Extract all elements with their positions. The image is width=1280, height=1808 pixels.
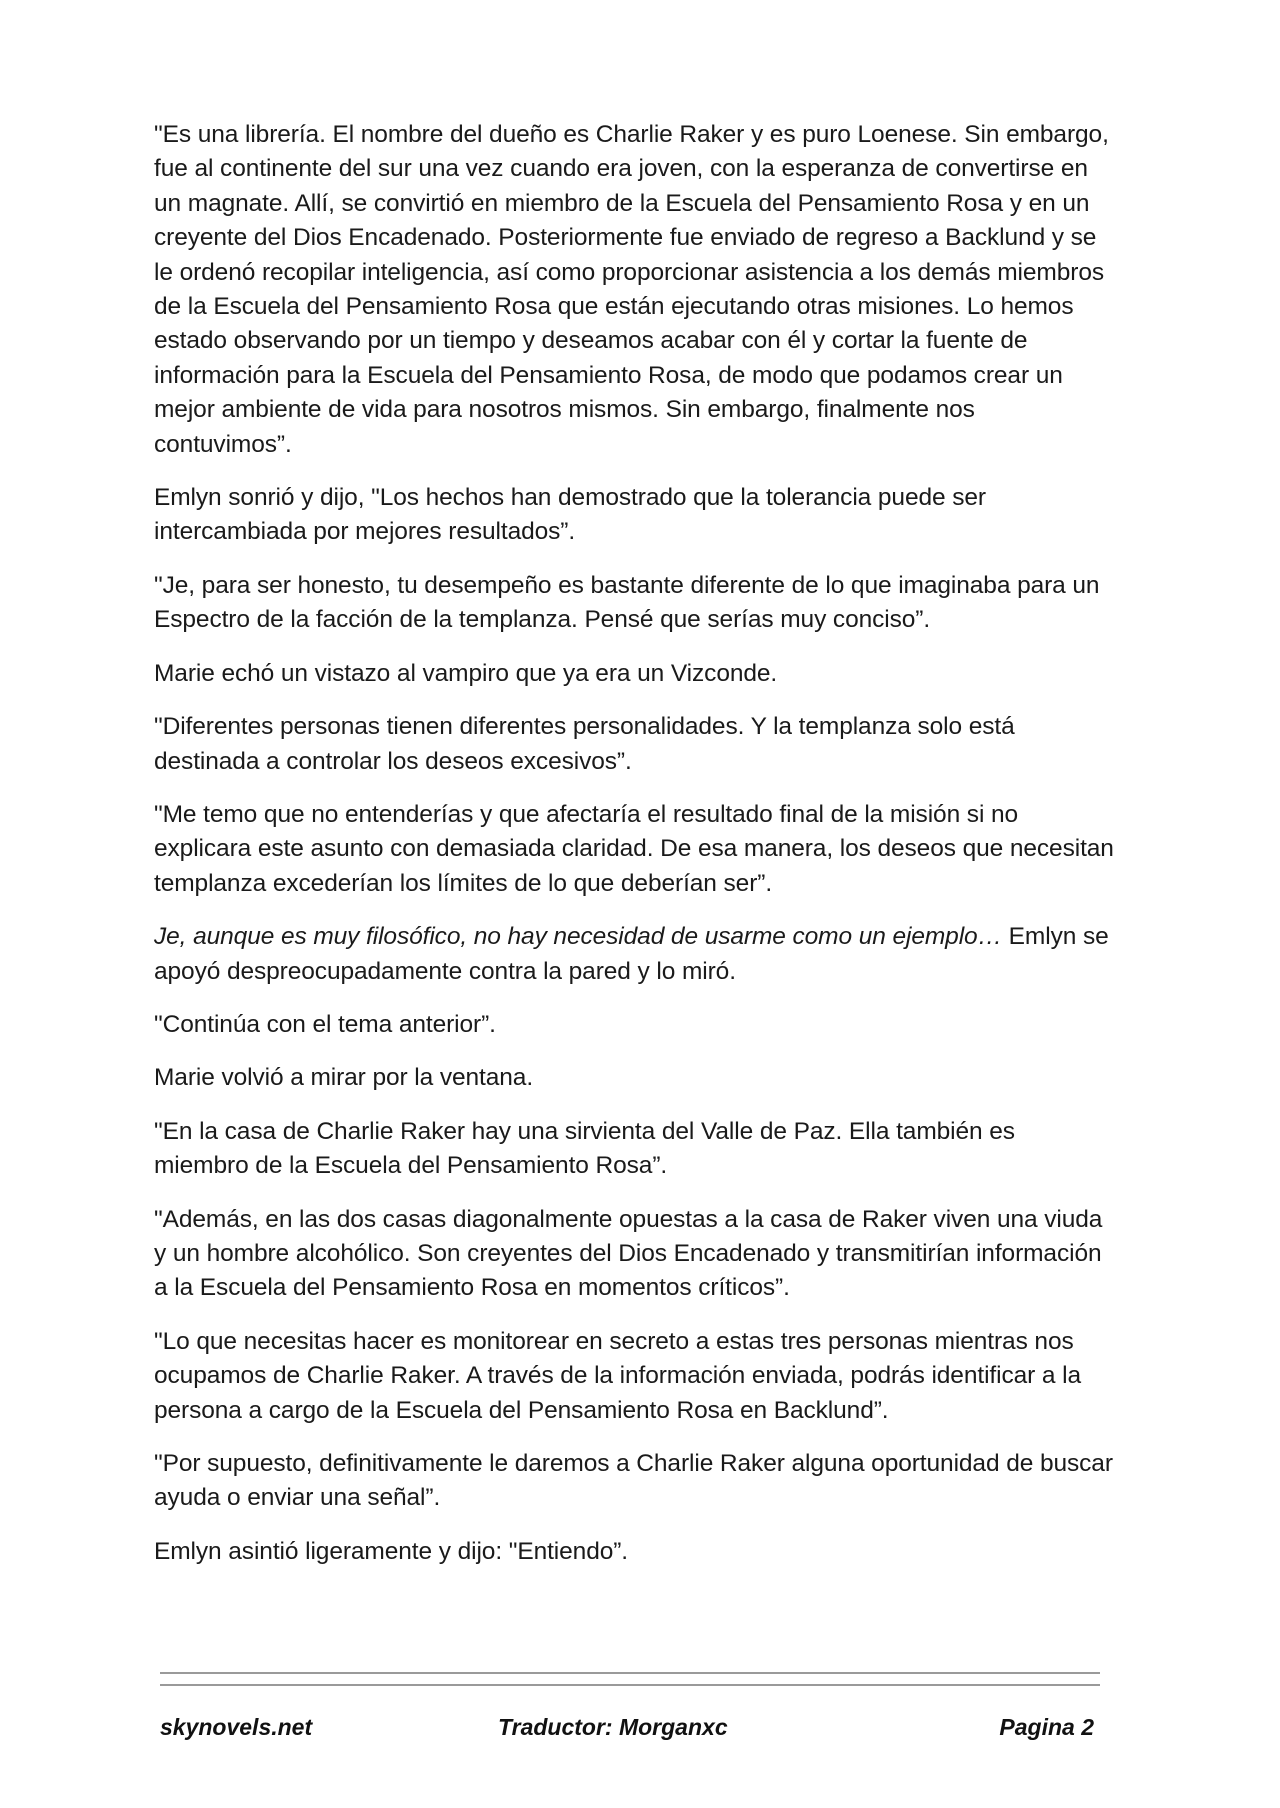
paragraph-1: "Es una librería. El nombre del dueño es Charlie Raker y es puro Loenese. Sin embargo, fue al continente del sur una vez cuando era joven, con la esperanza de convertirse en un magnate. Allí, se convirtió en miembro de la Escuela del Pensamiento Rosa y en un creyente del Dios Encadenado. Posteriormente fue enviado de regreso a Backlund y se le ordenó recopilar inteligencia, así como proporcionar asistencia a los demás miembros de la Escuela del Pensamiento Rosa que están ejecutando otras misiones. Lo hemos estado observando por un tiempo y deseamos acabar con él y cortar la fuente de información para la Escuela del Pensamiento Rosa, de modo que podamos crear un mejor ambiente de vida para nosotros mismos. Sin embargo, finalmente nos contuvimos”. xyxy=(154,121,1109,458)
footer-translator: Traductor: Morganxc xyxy=(498,1714,728,1740)
footer-page-number: Pagina 2 xyxy=(999,1714,1094,1740)
footer-site: skynovels.net xyxy=(160,1714,313,1740)
italic-thought: Je, aunque es muy filosófico, no hay necesidad de usarme como un ejemplo… xyxy=(154,923,1002,951)
paragraph-7 xyxy=(154,920,1114,989)
paragraph-6: "Me temo que no entenderías y que afectaría el resultado final de la misión si no explicara este asunto con demasiada claridad. De esa manera, los deseos que necesitan templanza excederían los límites de lo que deberían ser”. xyxy=(154,800,1114,897)
footer-divider-top xyxy=(160,1672,1100,1674)
paragraph-10: "En la casa de Charlie Raker hay una sirvienta del Valle de Paz. Ella también es miembro de la Escuela del Pensamiento Rosa”. xyxy=(154,1117,1015,1180)
paragraph-4: Marie echó un vistazo al vampiro que ya era un Vizconde. xyxy=(154,659,778,687)
paragraph-13: "Por supuesto, definitivamente le daremos a Charlie Raker alguna oportunidad de buscar ayuda o enviar una señal”. xyxy=(154,1450,1113,1512)
paragraph-5: "Diferentes personas tienen diferentes personalidades. Y la templanza solo está destinada a controlar los deseos excesivos”. xyxy=(154,713,1015,775)
paragraph-8: "Continúa con el tema anterior”. xyxy=(154,1010,496,1038)
footer-divider-bottom xyxy=(160,1684,1100,1686)
paragraph-2: Emlyn sonrió y dijo, "Los hechos han demostrado que la tolerancia puede ser intercambiada por mejores resultados”. xyxy=(154,484,986,546)
paragraph-12: "Lo que necesitas hacer es monitorear en secreto a estas tres personas mientras nos ocupamos de Charlie Raker. A través de la información enviada, podrás identificar a la persona a cargo de la Escuela del Pensamiento Rosa en Backlund”. xyxy=(154,1327,1082,1424)
paragraph-14: Emlyn asintió ligeramente y dijo: "Entiendo”. xyxy=(154,1537,629,1565)
paragraph-3: "Je, para ser honesto, tu desempeño es bastante diferente de lo que imaginaba para un Espectro de la facción de la templanza. Pensé que serías muy conciso”. xyxy=(154,571,1100,634)
paragraph-11: "Además, en las dos casas diagonalmente opuestas a la casa de Raker viven una viuda y un hombre alcohólico. Son creyentes del Dios Encadenado y transmitirían información a la Escuela del Pensamiento Rosa en momentos críticos”. xyxy=(154,1205,1103,1302)
paragraph-7-text: Emlyn se apoyó despreocupadamente contra la pared y lo miró. xyxy=(154,923,1109,985)
document-body xyxy=(154,118,1114,1588)
paragraph-9: Marie volvió a mirar por la ventana. xyxy=(154,1064,534,1092)
